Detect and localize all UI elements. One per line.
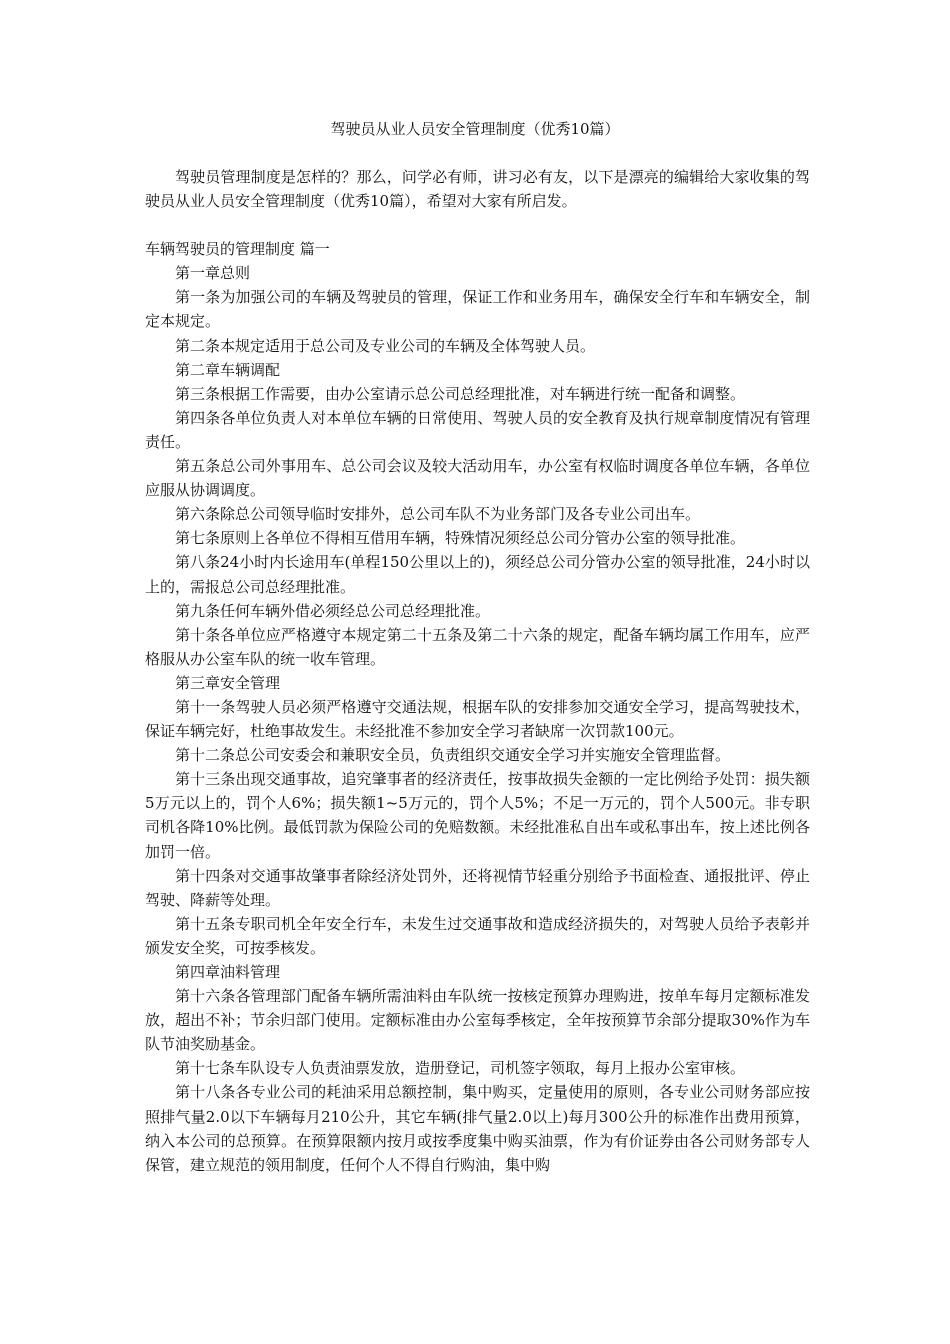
article-paragraph: 第七条原则上各单位不得相互借用车辆，特殊情况须经总公司分管办公室的领导批准。	[175, 529, 746, 548]
article-paragraph: 第六条除总公司领导临时安排外，总公司车队不为业务部门及各专业公司出车。	[175, 505, 701, 524]
article-paragraph: 第十条各单位应严格遵守本规定第二十五条及第二十六条的规定，配备车辆均属工作用车，应严格服从办公室车队的统一收车管理。	[145, 625, 810, 668]
intro-paragraph: 驾驶员管理制度是怎样的？那么，问学必有师，讲习必有友，以下是漂亮的编辑给大家收集的驾驶员从业人员安全管理制度（优秀10篇），希望对大家有所启发。	[145, 168, 810, 211]
spacer	[145, 213, 810, 237]
article-paragraph: 第一条为加强公司的车辆及驾驶员的管理，保证工作和业务用车，确保安全行车和车辆安全，制定本规定。	[145, 288, 810, 331]
section-heading: 车辆驾驶员的管理制度 篇一	[145, 240, 330, 259]
article-paragraph: 第十四条对交通事故肇事者除经济处罚外，还将视情节轻重分别给予书面检查、通报批评、停止驾驶、降薪等处理。	[145, 866, 810, 909]
article-paragraph: 第十二条总公司安委会和兼职安全员，负责组织交通安全学习并实施安全管理监督。	[175, 746, 731, 765]
document-body	[145, 165, 810, 1177]
article-paragraph: 第十一条驾驶人员必须严格遵守交通法规，根据车队的安排参加交通安全学习，提高驾驶技术，保证车辆完好，杜绝事故发生。未经批准不参加安全学习者缺席一次罚款100元。	[145, 697, 810, 741]
article-paragraph: 第三条根据工作需要，由办公室请示总公司总经理批准，对车辆进行统一配备和调整。	[175, 384, 746, 403]
chapter-heading: 第二章车辆调配	[175, 360, 281, 379]
chapter-heading: 第三章安全管理	[175, 673, 281, 692]
chapter-heading: 第一章总则	[175, 264, 251, 283]
article-paragraph: 第十五条专职司机全年安全行车，未发生过交通事故和造成经济损失的，对驾驶人员给予表彰并颁发安全奖，可按季核发。	[145, 914, 810, 957]
article-paragraph: 第八条24小时内长途用车(单程150公里以上的)，须经总公司分管办公室的领导批准，24小时以上的，需报总公司总经理批准。	[145, 553, 810, 596]
article-paragraph: 第四条各单位负责人对本单位车辆的日常使用、驾驶人员的安全教育及执行规章制度情况有管理责任。	[145, 408, 810, 451]
chapter-heading: 第四章油料管理	[175, 963, 281, 981]
document-title: 驾驶员从业人员安全管理制度（优秀10篇）	[330, 120, 620, 138]
article-paragraph: 第十三条出现交通事故，追究肇事者的经济责任，按事故损失金额的一定比例给予处罚：损失额5万元以上的，罚个人6%；损失额1~5万元的，罚个人5%；不足一万元的，罚个人500元。非专职司机各降10%比例。最低罚款为保险公司的免赔数额。未经批准私自出车或私事出车，按上述比例各加罚一倍。	[145, 770, 810, 861]
article-paragraph: 第十七条车队设专人负责油票发放，造册登记，司机签字领取，每月上报办公室审核。	[175, 1059, 746, 1078]
article-paragraph: 第九条任何车辆外借必须经总公司总经理批准。	[175, 601, 491, 620]
article-paragraph: 第十八条各专业公司的耗油采用总额控制，集中购买，定量使用的原则，各专业公司财务部应按照排气量2.0以下车辆每月210公升，其它车辆(排气量2.0以上)每月300公升的标准作出费用预算，纳入本公司的总预算。在预算限额内按月或按季度集中购买油票，作为有价证券由各公司财务部专人保管，建立规范的领用制度，任何个人不得自行购油，集中购	[145, 1083, 810, 1174]
article-paragraph: 第五条总公司外事用车、总公司会议及较大活动用车，办公室有权临时调度各单位车辆，各单位应服从协调调度。	[145, 457, 810, 500]
article-paragraph: 第二条本规定适用于总公司及专业公司的车辆及全体驾驶人员。	[175, 336, 596, 355]
article-paragraph: 第十六条各管理部门配备车辆所需油料由车队统一按核定预算办理购进，按单车每月定额标准发放，超出不补；节余归部门使用。定额标准由办公室每季核定，全年按预算节余部分提取30%作为车队节油奖励基金。	[145, 987, 810, 1054]
